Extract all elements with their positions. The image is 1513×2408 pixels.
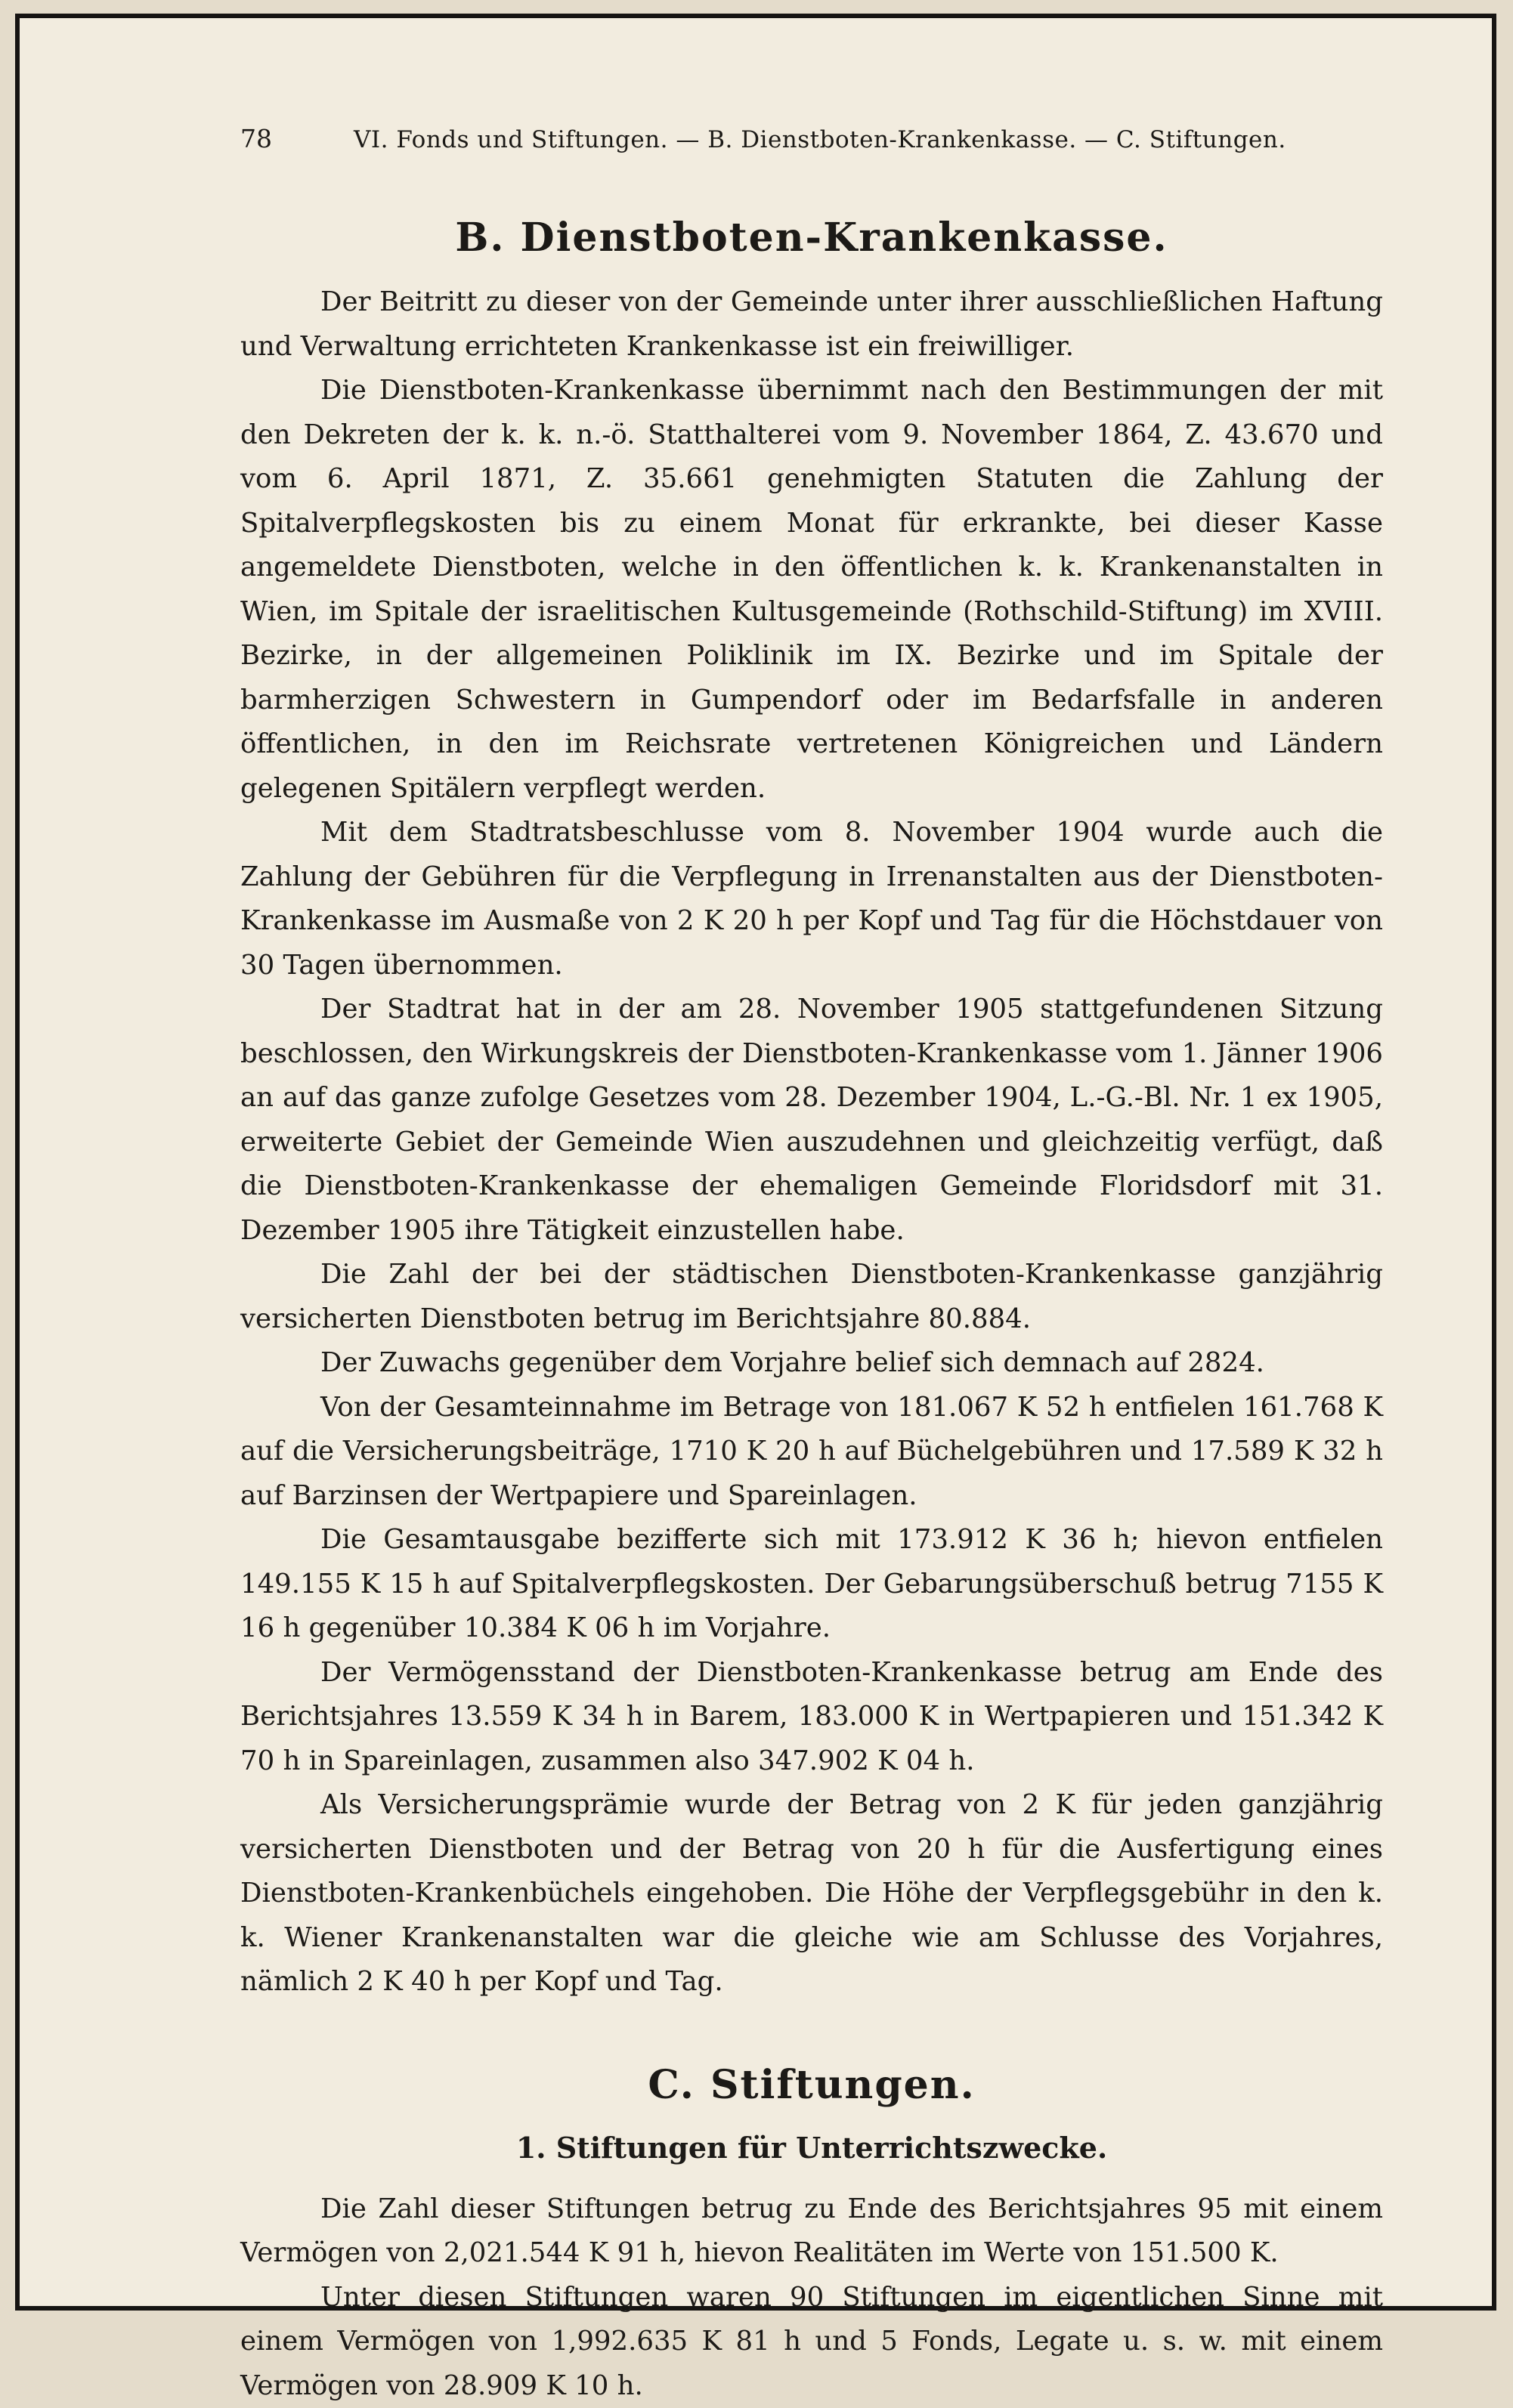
paragraph: Die Zahl dieser Stiftungen betrug zu Ende des Berichtsjahres 95 mit einem Vermögen von 2,021.544 K 91 h, hievon Realitäten im Werte von 151.500 K.: [240, 2187, 1383, 2276]
paragraph: Mit dem Stadtratsbeschlusse vom 8. November 1904 wurde auch die Zahlung der Gebühren für die Verpflegung in Irrenanstalten aus der Dienstboten-Krankenkasse im Ausmaße von 2 K 20 h per Kopf und Tag für die Höchstdauer von 30 Tagen übernommen.: [240, 811, 1383, 988]
paragraph: Die Dienstboten-Krankenkasse übernimmt nach den Bestimmungen der mit den Dekreten der k. k. n.-ö. Statthalterei vom 9. November 1864, Z. 43.670 und vom 6. April 1871, Z. 35.661 genehmigten Statuten die Zahlung der Spitalverpflegskosten bis zu einem Monat für erkrankte, bei dieser Kasse angemeldete Dienstboten, welche in den öffentlichen k. k. Krankenanstalten in Wien, im Spitale der israelitischen Kultusgemeinde (Rothschild-Stiftung) im XVIII. Bezirke, in der allgemeinen Poliklinik im IX. Bezirke und im Spitale der barmherzigen Schwestern in Gumpendorf oder im Bedarfsfalle in anderen öffentlichen, in den im Reichsrate vertretenen Königreichen und Ländern gelegenen Spitälern verpflegt werden.: [240, 369, 1383, 811]
paragraph: Von der Gesamteinnahme im Betrage von 181.067 K 52 h entfielen 161.768 K auf die Versicherungsbeiträge, 1710 K 20 h auf Büchelgebühren und 17.589 K 32 h auf Barzinsen der Wertpapiere und Spareinlagen.: [240, 1386, 1383, 1519]
section-b-title: B. Dienstboten-Krankenkasse.: [240, 215, 1383, 261]
paragraph: Der Stadtrat hat in der am 28. November 1905 stattgefundenen Sitzung beschlossen, den Wirkungskreis der Dienstboten-Krankenkasse vom 1. Jänner 1906 an auf das ganze zufolge Gesetzes vom 28. Dezember 1904, L.-G.-Bl. Nr. 1 ex 1905, erweiterte Gebiet der Gemeinde Wien auszudehnen und gleichzeitig verfügt, daß die Dienstboten-Krankenkasse der ehemaligen Gemeinde Floridsdorf mit 31. Dezember 1905 ihre Tätigkeit einzustellen habe.: [240, 988, 1383, 1253]
paragraph: Unter diesen Stiftungen waren 90 Stiftungen im eigentlichen Sinne mit einem Vermögen von 1,992.635 K 81 h und 5 Fonds, Legate u. s. w. mit einem Vermögen von 28.909 K 10 h.: [240, 2276, 1383, 2408]
section-c-title: C. Stiftungen.: [240, 2062, 1383, 2108]
paragraph: Als Versicherungsprämie wurde der Betrag von 2 K für jeden ganzjährig versicherten Dienstboten und der Betrag von 20 h für die Ausfertigung eines Dienstboten-Krankenbüchels eingehoben. Die Höhe der Verpflegsgebühr in den k. k. Wiener Krankenanstalten war die gleiche wie am Schlusse des Vorjahres, nämlich 2 K 40 h per Kopf und Tag.: [240, 1783, 1383, 2005]
document-page: [15, 14, 1496, 2311]
paragraph: Die Zahl der bei der städtischen Dienstboten-Krankenkasse ganzjährig versicherten Dienstboten betrug im Berichtsjahre 80.884.: [240, 1253, 1383, 1341]
paragraph: Der Vermögensstand der Dienstboten-Krankenkasse betrug am Ende des Berichtsjahres 13.559 K 34 h in Barem, 183.000 K in Wertpapieren und 151.342 K 70 h in Spareinlagen, zusammen also 347.902 K 04 h.: [240, 1651, 1383, 1784]
page-number: 78: [240, 124, 354, 153]
running-head-text: VI. Fonds und Stiftungen. — B. Dienstboten-Krankenkasse. — C. Stiftungen.: [354, 126, 1383, 153]
paragraph: Die Gesamtausgabe bezifferte sich mit 173.912 K 36 h; hievon entfielen 149.155 K 15 h auf Spitalverpflegskosten. Der Gebarungsüberschuß betrug 7155 K 16 h gegenüber 10.384 K 06 h im Vorjahre.: [240, 1518, 1383, 1651]
paragraph: Der Beitritt zu dieser von der Gemeinde unter ihrer ausschließlichen Haftung und Verwaltung errichteten Krankenkasse ist ein freiwilliger.: [240, 280, 1383, 369]
paragraph: Der Zuwachs gegenüber dem Vorjahre belief sich demnach auf 2824.: [240, 1341, 1383, 1386]
running-head: [240, 124, 1383, 169]
subsection-title: 1. Stiftungen für Unterrichtszwecke.: [240, 2131, 1383, 2165]
page-content: [240, 124, 1383, 2408]
